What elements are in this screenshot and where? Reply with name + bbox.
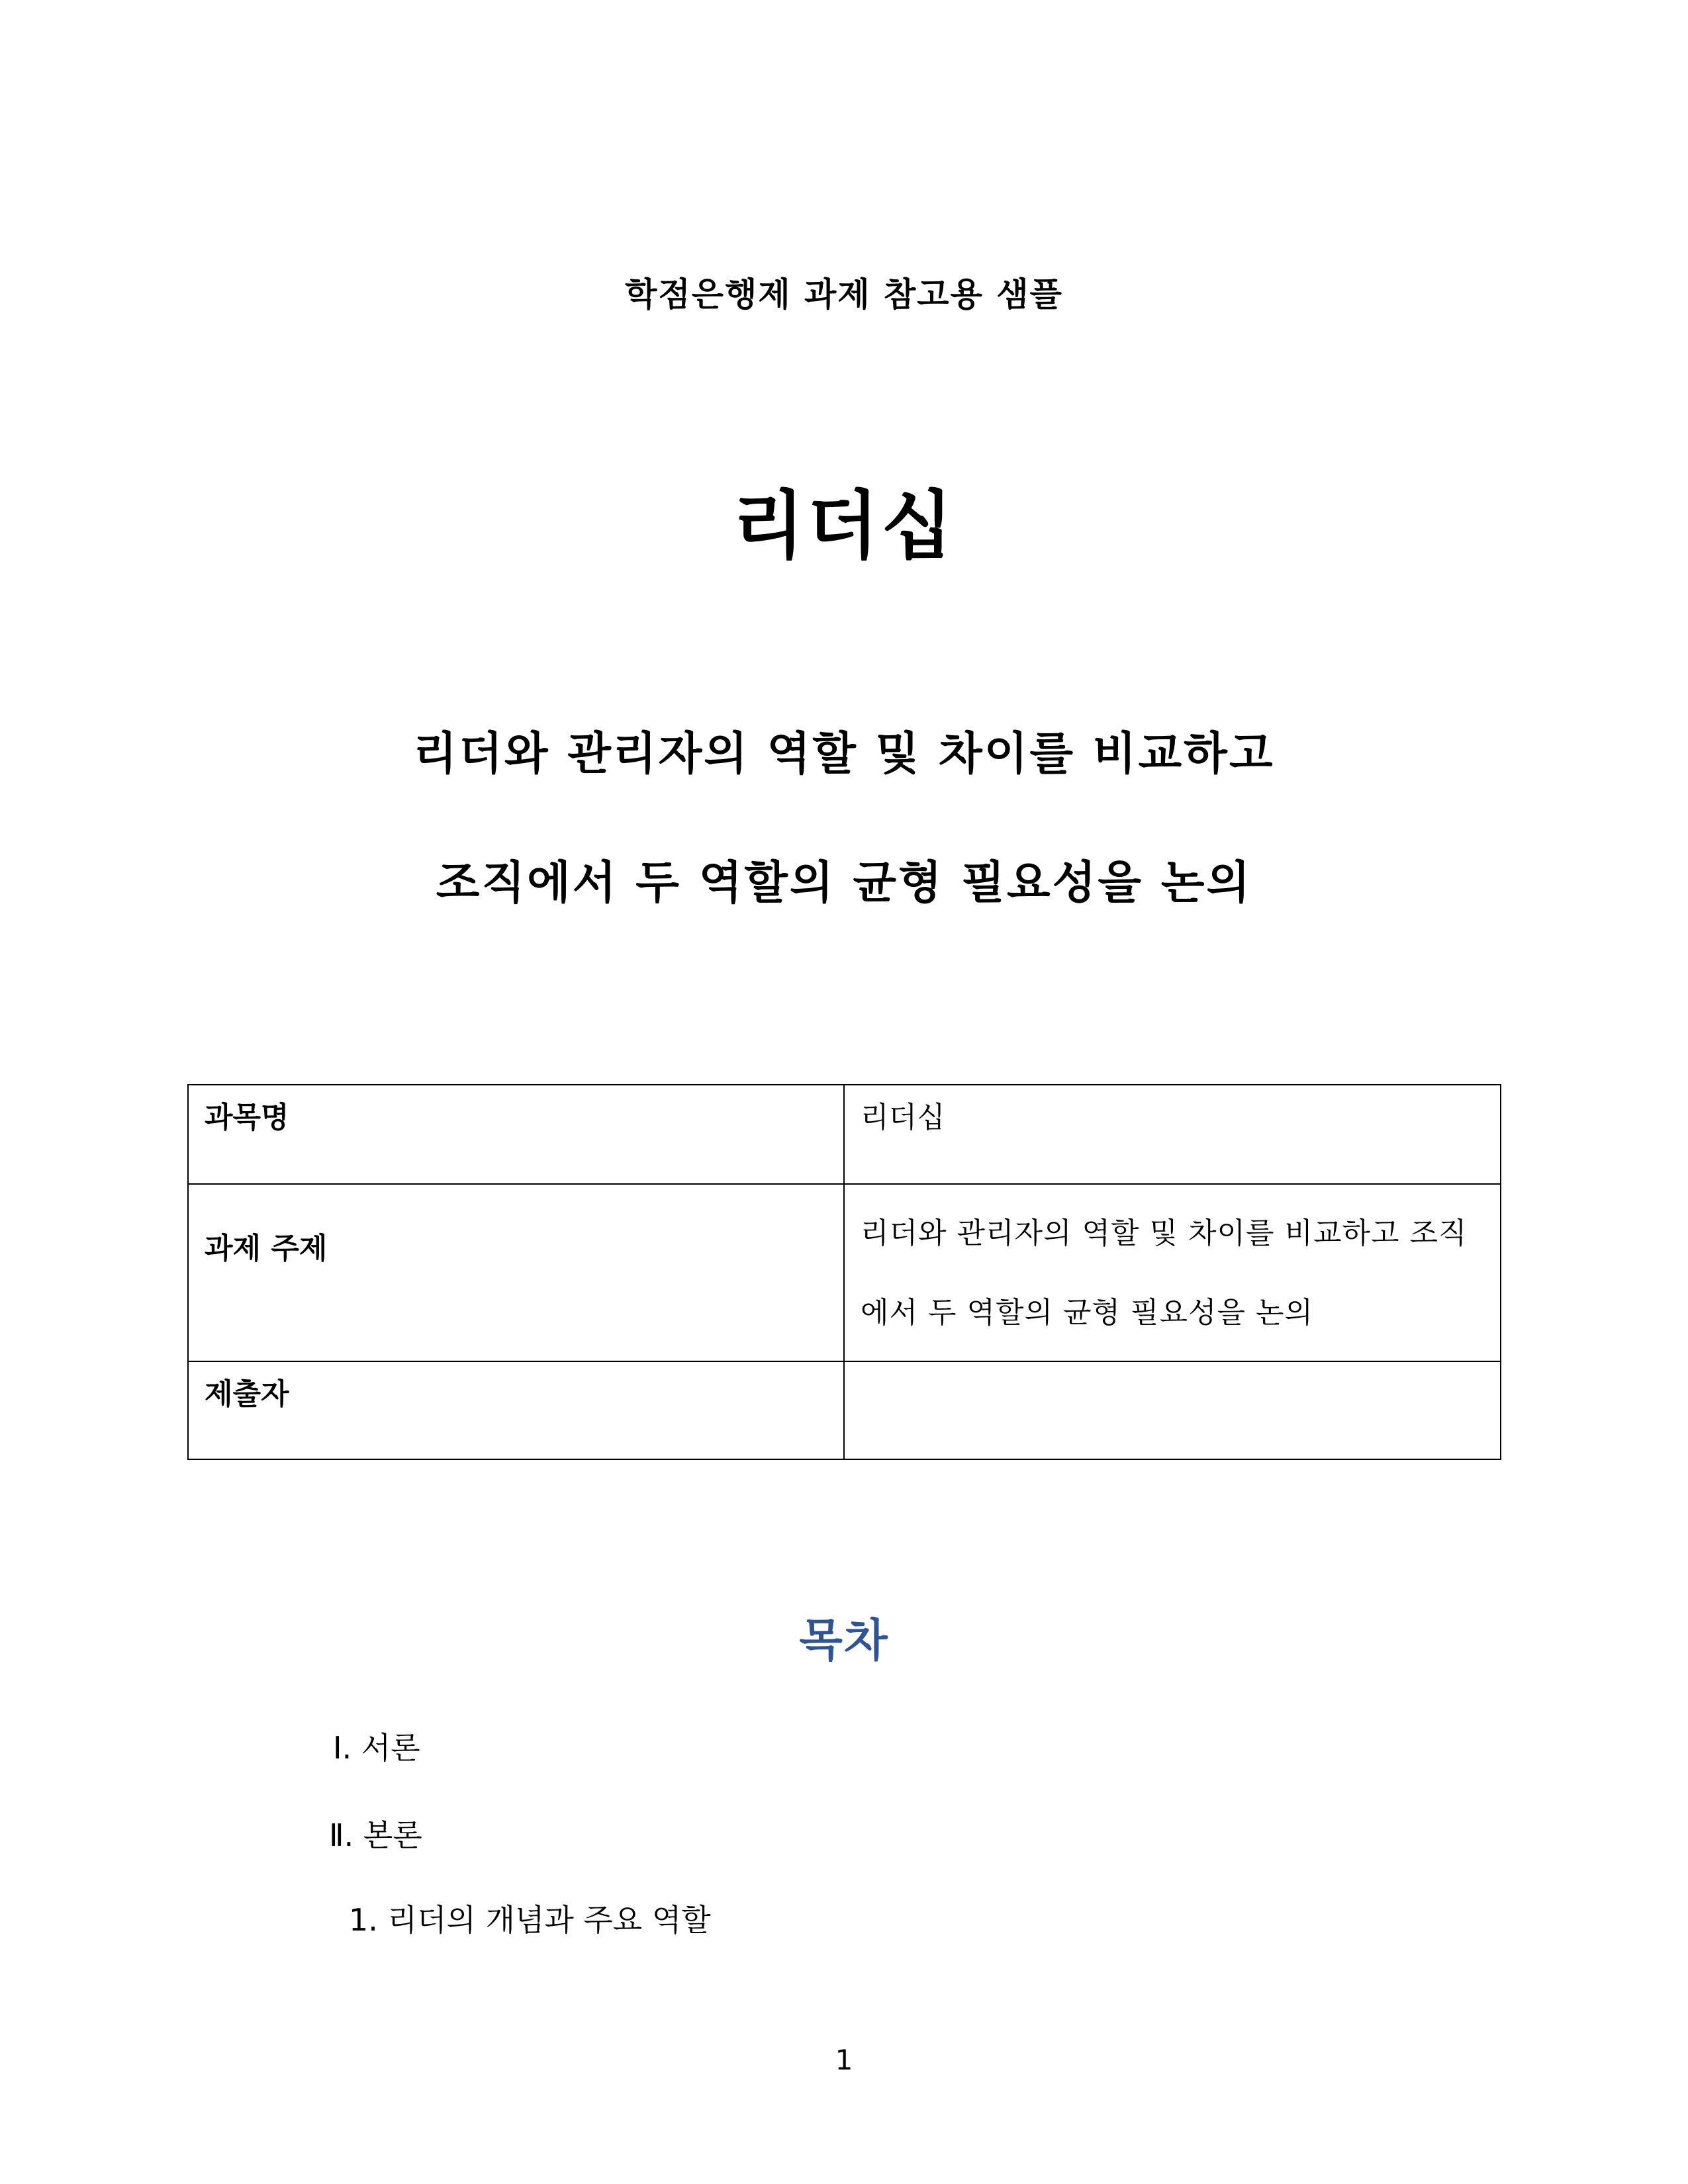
- submitter-value: [861, 1362, 1484, 1370]
- course-name-value: 리더십: [861, 1101, 945, 1134]
- assignment-topic-label: 과제 주제: [205, 1232, 328, 1265]
- submitter-label: 제출자: [205, 1377, 289, 1411]
- toc-item-leader-concept: 1. 리더의 개념과 주요 역할: [349, 1902, 711, 1938]
- table-row: [188, 1361, 1501, 1459]
- course-name-value-cell: [844, 1085, 1501, 1184]
- assignment-topic-label-cell: [188, 1184, 844, 1361]
- document-title: 리더십: [732, 483, 956, 569]
- assignment-topic-value-cell: [844, 1184, 1501, 1361]
- assignment-topic-value-line-1: 리더와 관리자의 역할 및 차이를 비교하고 조직: [861, 1216, 1468, 1250]
- course-name-label: 과목명: [205, 1101, 289, 1134]
- table-row: [188, 1184, 1501, 1361]
- toc-title: 목차: [799, 1615, 889, 1667]
- subtitle-line-1: 리더와 관리자의 역할 및 차이를 비교하고: [413, 728, 1275, 780]
- assignment-info-table: [187, 1084, 1501, 1460]
- toc-item-main-body: Ⅱ. 본론: [329, 1817, 422, 1853]
- submitter-label-cell: [188, 1361, 844, 1459]
- page-number: 1: [835, 2044, 853, 2076]
- sample-label: 학점은행제 과제 참고용 샘플: [625, 275, 1063, 314]
- course-name-label-cell: [188, 1085, 844, 1184]
- assignment-topic-value-line-2: 에서 두 역할의 균형 필요성을 논의: [861, 1296, 1313, 1330]
- toc-item-introduction: Ⅰ. 서론: [333, 1730, 420, 1766]
- assignment-topic-value: [861, 1185, 1484, 1353]
- table-row: [188, 1085, 1501, 1184]
- submitter-value-cell: [844, 1361, 1501, 1459]
- subtitle-line-2: 조직에서 두 역할의 균형 필요성을 논의: [436, 857, 1252, 909]
